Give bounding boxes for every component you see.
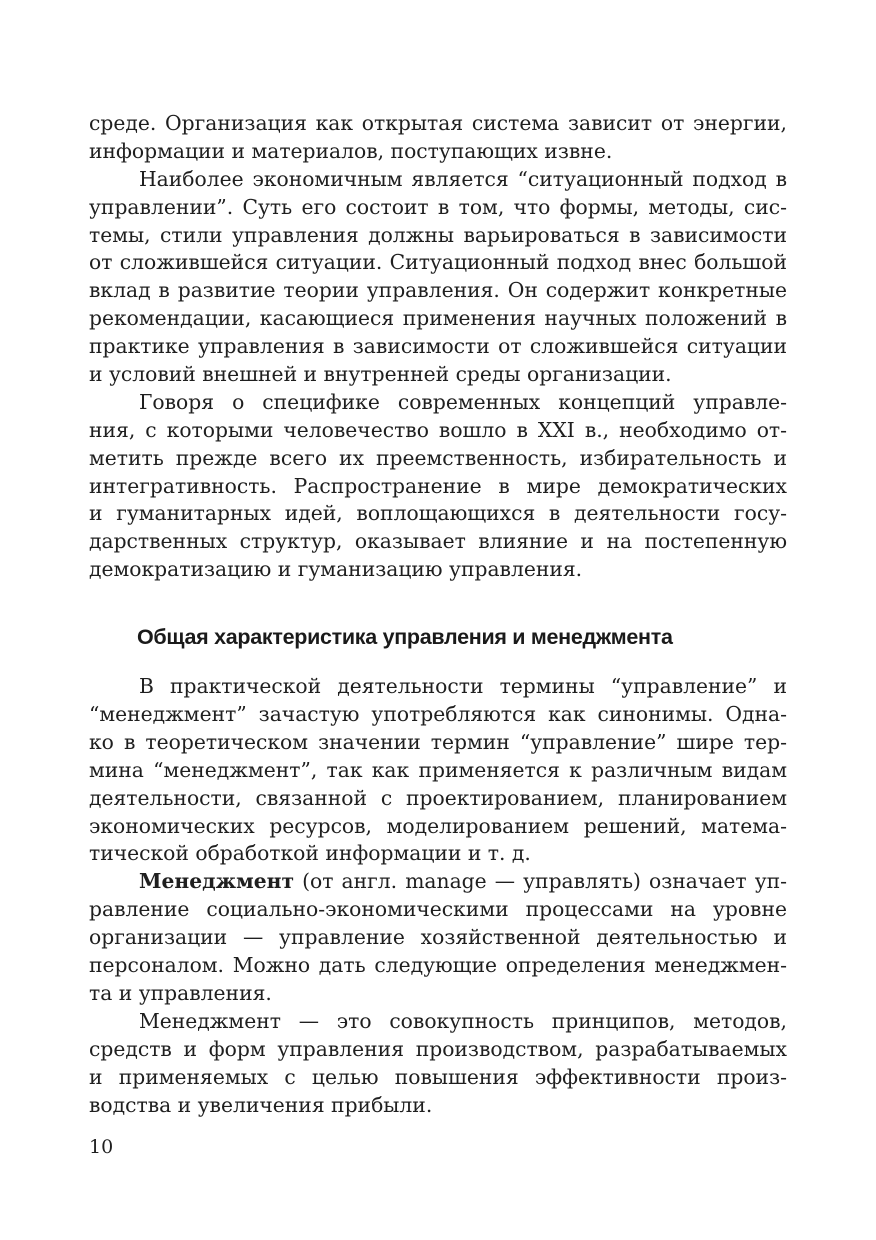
paragraph-2 bbox=[89, 166, 787, 389]
text-line: Менеджмент — это совокупность принципов, методов, bbox=[139, 1008, 787, 1033]
text-line: управлении”. Суть его состоит в том, что формы, методы, сис- bbox=[89, 194, 787, 219]
text-line: интегративность. Распространение в мире демократических bbox=[89, 473, 787, 498]
text-line: персоналом. Можно дать следующие определения менеджмен- bbox=[89, 953, 787, 978]
paragraph-3 bbox=[89, 389, 787, 584]
text-line: метить прежде всего их преемственность, избирательность и bbox=[89, 445, 787, 470]
text-line: среде. Организация как открытая система зависит от энергии, bbox=[89, 111, 787, 135]
term-definition-start: (от англ. manage — управлять) означает уп- bbox=[294, 869, 787, 894]
text-line bbox=[89, 868, 787, 896]
text-line: от сложившейся ситуации. Ситуационный подход внес большой bbox=[89, 250, 787, 275]
text-line: информации и материалов, поступающих извне. bbox=[89, 138, 613, 163]
paragraph-1 bbox=[89, 110, 787, 166]
text-line: Наиболее экономичным является “ситуационный подход в bbox=[139, 166, 787, 191]
text-line: и применяемых с целью повышения эффективности произ- bbox=[89, 1064, 787, 1089]
text-line: тической обработкой информации и т. д. bbox=[89, 841, 531, 866]
text-line: та и управления. bbox=[89, 980, 272, 1005]
text-line: и условий внешней и внутренней среды организации. bbox=[89, 362, 672, 387]
text-line: демократизацию и гуманизацию управления. bbox=[89, 557, 583, 582]
text-line: организации — управление хозяйственной деятельностью и bbox=[89, 925, 787, 950]
text-line: водства и увеличения прибыли. bbox=[89, 1092, 433, 1117]
page-body bbox=[89, 110, 787, 1119]
paragraph-4 bbox=[89, 673, 787, 868]
term-management: Менеджмент bbox=[139, 869, 295, 894]
text-line: средств и форм управления производством, разрабатываемых bbox=[89, 1036, 787, 1061]
text-line: вклад в развитие теории управления. Он содержит конкретные bbox=[89, 278, 787, 303]
text-line: В практической деятельности термины “управление” и bbox=[139, 674, 787, 699]
text-line: Говоря о специфике современных концепций управле- bbox=[139, 389, 787, 414]
text-line: практике управления в зависимости от сложившейся ситуации bbox=[89, 334, 787, 359]
text-line: дарственных структур, оказывает влияние и на постепенную bbox=[89, 529, 787, 554]
section-heading: Общая характеристика управления и менеджмента bbox=[137, 625, 673, 650]
text-line: рекомендации, касающиеся применения научных положений в bbox=[89, 306, 787, 331]
text-line: деятельности, связанной с проектированием, планированием bbox=[89, 785, 787, 810]
text-line: ко в теоретическом значении термин “управление” шире тер- bbox=[89, 729, 787, 754]
paragraph-5 bbox=[89, 868, 787, 1007]
text-line: и гуманитарных идей, воплощающихся в деятельности госу- bbox=[89, 501, 787, 526]
text-line: темы, стили управления должны варьироваться в зависимости bbox=[89, 222, 787, 247]
text-line: “менеджмент” зачастую употребляются как синонимы. Одна- bbox=[89, 702, 787, 727]
text-line: мина “менеджмент”, так как применяется к различным видам bbox=[89, 757, 787, 782]
text-line: экономических ресурсов, моделированием решений, матема- bbox=[89, 813, 787, 838]
paragraph-6 bbox=[89, 1008, 787, 1120]
text-line: ния, с которыми человечество вошло в XXI в., необходимо от- bbox=[89, 417, 787, 442]
page-number: 10 bbox=[89, 1136, 114, 1158]
text-line: равление социально-экономическими процессами на уровне bbox=[89, 897, 787, 922]
